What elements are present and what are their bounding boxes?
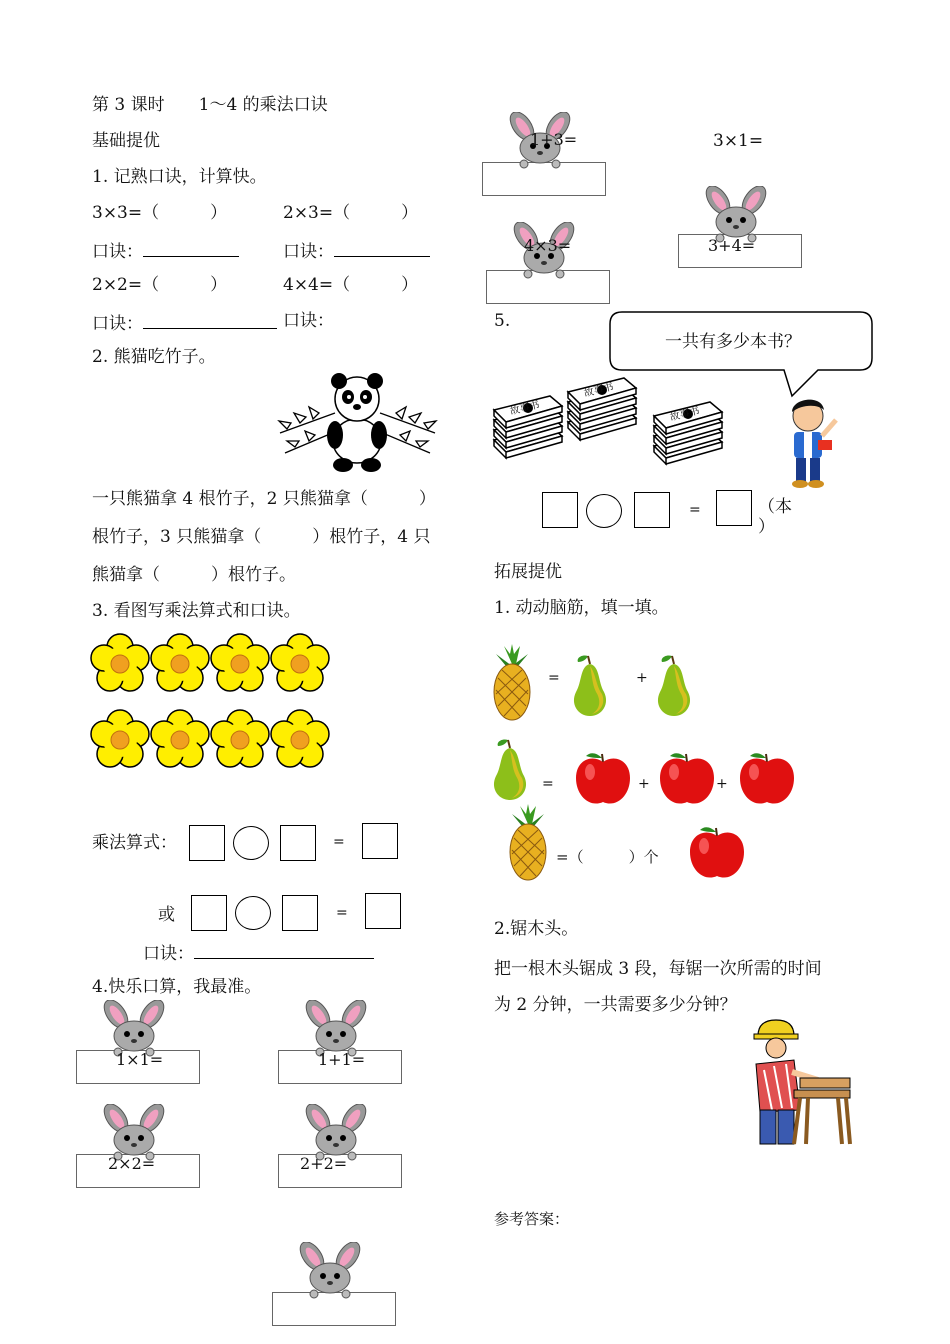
q5-heading: 5. bbox=[494, 311, 511, 331]
bunny-card bbox=[272, 1242, 396, 1328]
equals-sign: = bbox=[542, 776, 554, 792]
q1-koujue-4: 口诀： bbox=[283, 311, 334, 331]
page-title: 第 3 课时 1～4 的乘法口诀 bbox=[92, 95, 328, 115]
q1-koujue-2: 口诀： bbox=[283, 238, 430, 263]
apple-icon bbox=[738, 750, 798, 806]
answer-box[interactable] bbox=[282, 895, 318, 931]
q3-or: 或 bbox=[158, 905, 175, 925]
q1-expr-1: 3×3=（ ） bbox=[92, 203, 228, 223]
boy-image bbox=[778, 392, 844, 490]
bunny-card bbox=[76, 1000, 200, 1086]
section-answers: 参考答案： bbox=[494, 1210, 570, 1228]
pear-icon bbox=[488, 738, 532, 804]
answer-box[interactable] bbox=[365, 893, 401, 929]
operator-circle[interactable] bbox=[586, 494, 622, 528]
bunny-icon bbox=[702, 186, 771, 242]
bunny-card-label: 1+1= bbox=[318, 1050, 366, 1069]
bunny-card bbox=[486, 222, 610, 308]
answer-line[interactable] bbox=[194, 940, 374, 959]
q3-formula-label: 乘法算式： bbox=[92, 833, 177, 853]
q1-expr-3: 2×2=（ ） bbox=[92, 275, 228, 295]
bunny-card bbox=[278, 1104, 402, 1190]
bunny-card-label-plain: 3×1= bbox=[713, 131, 764, 151]
answer-box[interactable] bbox=[362, 823, 398, 859]
bunny-icon bbox=[296, 1242, 365, 1298]
flower-icon bbox=[211, 634, 269, 691]
speech-bubble bbox=[608, 310, 876, 402]
answer-box[interactable] bbox=[191, 895, 227, 931]
unit-open: （本 bbox=[758, 497, 792, 517]
plus-sign: + bbox=[638, 776, 650, 792]
bunny-card bbox=[678, 186, 802, 272]
q1-expr-4: 4×4=（ ） bbox=[283, 275, 419, 295]
operator-circle[interactable] bbox=[235, 896, 271, 930]
q1-koujue-3: 口诀： bbox=[92, 310, 277, 335]
equals-sign: = bbox=[548, 670, 560, 686]
pear-icon bbox=[652, 654, 696, 720]
book-label: 故事书 bbox=[668, 405, 701, 424]
flower-icon bbox=[151, 710, 209, 767]
pineapple-icon bbox=[506, 804, 550, 884]
ext2-line-2: 为 2 分钟，一共需要多少分钟？ bbox=[494, 995, 737, 1015]
bunny-card-label: 2+2= bbox=[300, 1154, 348, 1173]
q1-expr-2: 2×3=（ ） bbox=[283, 203, 419, 223]
section-extend: 拓展提优 bbox=[494, 562, 562, 582]
equals-sign: = bbox=[689, 502, 701, 518]
bunny-card bbox=[482, 112, 606, 198]
speech-text: 一共有多少本书？ bbox=[665, 332, 801, 352]
bunny-card-label: 2×2= bbox=[108, 1154, 156, 1173]
ext1-answer: =（ ）个 bbox=[556, 848, 659, 866]
equals-sign: = bbox=[333, 834, 345, 850]
bunny-icon bbox=[100, 1104, 169, 1160]
q3-heading: 3. 看图写乘法算式和口诀。 bbox=[92, 601, 301, 621]
ext2-line-1: 把一根木头锯成 3 段，每锯一次所需的时间 bbox=[494, 959, 822, 979]
bunny-card-label: 4×3= bbox=[524, 236, 572, 255]
answer-line[interactable] bbox=[143, 310, 277, 329]
equals-sign: = bbox=[336, 905, 348, 921]
answer-box[interactable] bbox=[716, 490, 752, 526]
q1-heading: 1. 记熟口诀，计算快。 bbox=[92, 167, 267, 187]
answer-line[interactable] bbox=[143, 238, 239, 257]
q2-line-2: 根竹子，3 只熊猫拿（ ）根竹子，4 只 bbox=[92, 527, 431, 547]
bunny-card-label: 1×1= bbox=[116, 1050, 164, 1069]
flower-icon bbox=[211, 710, 269, 767]
plus-sign: + bbox=[716, 776, 728, 792]
bunny-icon bbox=[302, 1000, 371, 1056]
q1-koujue-1: 口诀： bbox=[92, 238, 239, 263]
book-label: 故事书 bbox=[582, 381, 615, 400]
bunny-card-label: 3+4= bbox=[708, 236, 756, 255]
carpenter-image bbox=[744, 1014, 852, 1146]
q2-line-3: 熊猫拿（ ）根竹子。 bbox=[92, 565, 296, 585]
q2-heading: 2. 熊猫吃竹子。 bbox=[92, 347, 216, 367]
q4-heading: 4.快乐口算，我最准。 bbox=[92, 977, 262, 997]
bunny-icon bbox=[302, 1104, 371, 1160]
panda-bamboo-image bbox=[275, 373, 440, 475]
ext1-heading: 1. 动动脑筋，填一填。 bbox=[494, 598, 669, 618]
pineapple-icon bbox=[490, 644, 534, 724]
pear-icon bbox=[568, 654, 612, 720]
flower-icon bbox=[91, 710, 149, 767]
answer-box[interactable] bbox=[634, 492, 670, 528]
apple-icon bbox=[688, 824, 748, 880]
flower-icon bbox=[271, 710, 329, 767]
flowers-image bbox=[88, 630, 334, 776]
flower-icon bbox=[91, 634, 149, 691]
answer-box[interactable] bbox=[542, 492, 578, 528]
operator-circle[interactable] bbox=[233, 826, 269, 860]
bunny-card bbox=[76, 1104, 200, 1190]
answer-box[interactable] bbox=[280, 825, 316, 861]
bunny-card bbox=[278, 1000, 402, 1086]
answer-line[interactable] bbox=[334, 238, 430, 257]
book-label: 故事书 bbox=[508, 399, 541, 418]
bunny-icon bbox=[100, 1000, 169, 1056]
flower-icon bbox=[271, 634, 329, 691]
answer-box[interactable] bbox=[189, 825, 225, 861]
apple-icon bbox=[658, 750, 718, 806]
section-basic: 基础提优 bbox=[92, 131, 160, 151]
bunny-card-label: 1+3= bbox=[530, 130, 578, 149]
plus-sign: + bbox=[636, 670, 648, 686]
flower-icon bbox=[151, 634, 209, 691]
ext2-heading: 2.锯木头。 bbox=[494, 919, 579, 939]
q2-line-1: 一只熊猫拿 4 根竹子，2 只熊猫拿（ ） bbox=[92, 489, 436, 509]
q3-koujue: 口诀： bbox=[143, 940, 374, 965]
unit-close: ） bbox=[758, 517, 775, 537]
apple-icon bbox=[574, 750, 634, 806]
